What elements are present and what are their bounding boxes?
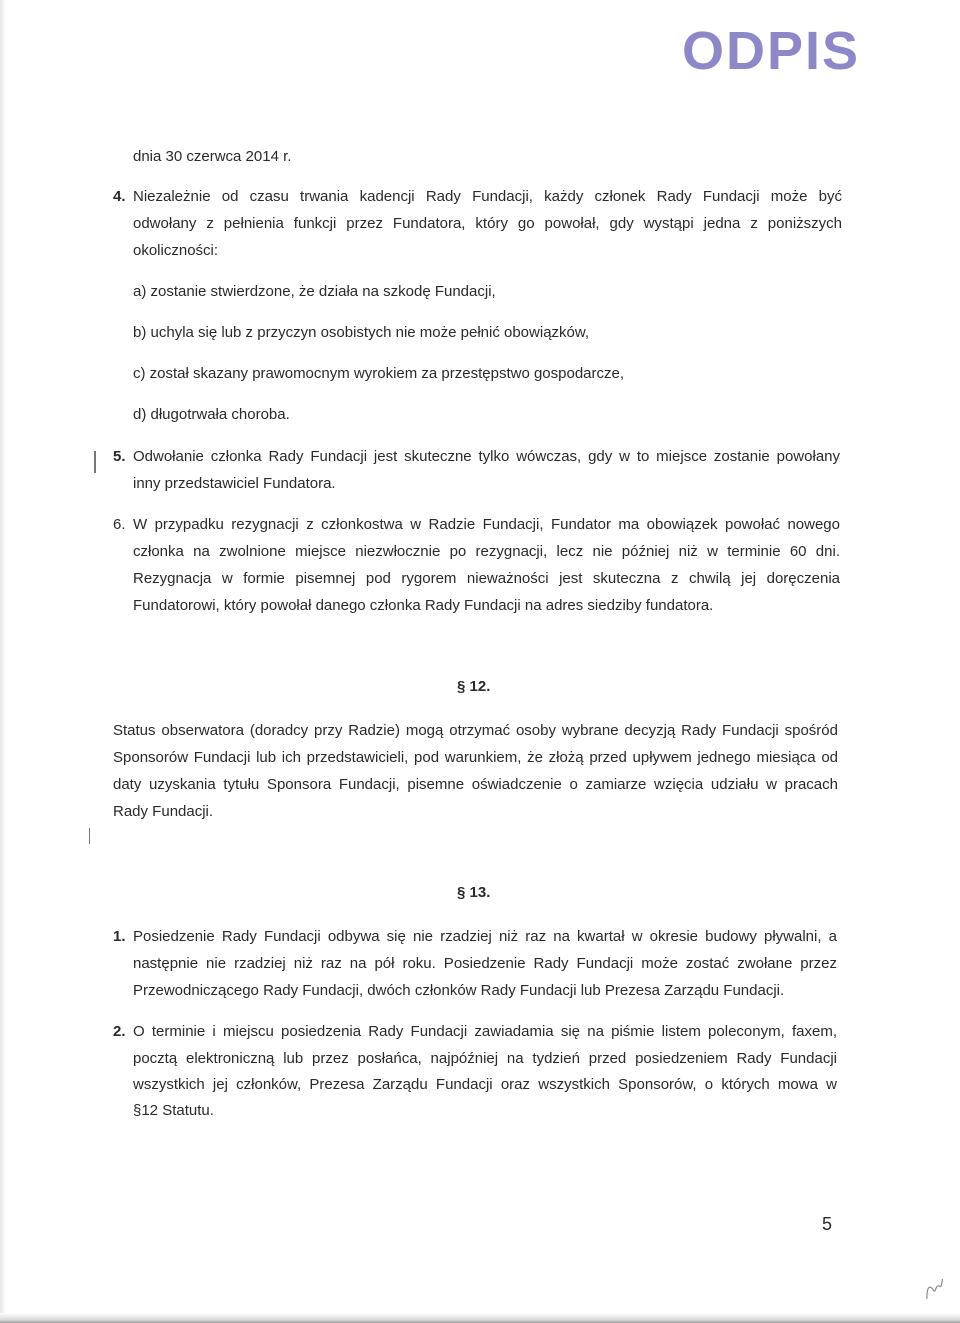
item-6-line-4: Fundatorowi, który powołał danego członka Rady Fundacji na adres siedziby fundatora. (133, 597, 714, 614)
section-13-item-2-line-4: §12 Statutu. (133, 1102, 214, 1119)
scan-edge-bottom (0, 1313, 960, 1323)
item-4-number: 4. (113, 188, 126, 205)
subitem-d: d) długotrwała choroba. (133, 406, 290, 423)
item-6-line-2: członka na zwolnione miejsce niezwłocznie po rezygnacji, lecz nie później niż w terminie 60 dni. (133, 543, 840, 560)
item-5-line-1: Odwołanie członka Rady Fundacji jest skuteczne tylko wówczas, gdy w to miejsce zostanie powołany (133, 448, 840, 465)
section-13-item-1-line-3: Przewodniczącego Rady Fundacji, dwóch członków Rady Fundacji lub Prezesa Zarządu Fundacji. (133, 982, 785, 999)
section-13-item-1-number: 1. (113, 928, 126, 945)
item-5-number: 5. (113, 448, 126, 465)
page-number: 5 (822, 1214, 833, 1234)
section-13-item-2-line-2: pocztą elektroniczną lub przez posłańca, najpóźniej na tydzień przed posiedzeniem Rady Fundacji (133, 1050, 837, 1067)
odpis-stamp: ODPIS (682, 21, 861, 81)
section-12-line-3: daty uzyskania tytułu Sponsora Fundacji, pisemne oświadczenie o zamiarze wzięcia udziału w pracach (113, 776, 838, 793)
subitem-b: b) uchyla się lub z przyczyn osobistych nie może pełnić obowiązków, (133, 324, 590, 341)
item-6-line-3: Rezygnacja w formie pisemnej pod rygorem nieważności jest skuteczna z chwilą jej doręczenia (133, 570, 840, 587)
subitem-c: c) został skazany prawomocnym wyrokiem za przestępstwo gospodarcze, (133, 365, 625, 382)
section-13-item-1-line-1: Posiedzenie Rady Fundacji odbywa się nie rzadziej niż raz na kwartał w okresie budowy pływalni, a (133, 928, 837, 945)
section-12-line-2: Sponsorów Fundacji lub ich przedstawicieli, pod warunkiem, że złożą przed upływem jednego miesiąca od (113, 749, 838, 766)
margin-mark (89, 828, 90, 844)
item-4-line-3: okoliczności: (133, 242, 219, 259)
section-13-item-2-number: 2. (113, 1023, 126, 1040)
scan-edge-left (0, 0, 6, 1323)
margin-mark (94, 451, 96, 473)
item-4-line-2: odwołany z pełnienia funkcji przez Fundatora, który go powołał, gdy wystąpi jedna z poniższych (133, 215, 842, 232)
section-12-line-4: Rady Fundacji. (113, 803, 214, 820)
item-6-number: 6. (113, 516, 126, 533)
handwritten-initials (918, 1273, 952, 1311)
section-12-heading: § 12. (457, 678, 491, 695)
section-13-item-2-line-1: O terminie i miejscu posiedzenia Rady Fundacji zawiadamia się na piśmie listem poleconym, faxem, (133, 1023, 837, 1040)
continuation-date: dnia 30 czerwca 2014 r. (133, 148, 292, 165)
item-6-line-1: W przypadku rezygnacji z członkostwa w Radzie Fundacji, Fundator ma obowiązek powołać nowego (133, 516, 840, 533)
initials-scribble (918, 1273, 951, 1306)
item-4-line-1: Niezależnie od czasu trwania kadencji Rady Fundacji, każdy członek Rady Fundacji może być (133, 188, 842, 205)
section-13-item-2-line-3: wszystkich jej członków, Prezesa Zarządu Fundacji oraz wszystkich Sponsorów, o których mowa w (133, 1076, 837, 1093)
section-13-heading: § 13. (457, 884, 491, 901)
section-12-line-1: Status obserwatora (doradcy przy Radzie) mogą otrzymać osoby wybrane decyzją Rady Fundacji spośród (113, 722, 838, 739)
item-5-line-2: inny przedstawiciel Fundatora. (133, 475, 336, 492)
section-13-item-1-line-2: następnie nie rzadziej niż raz na pół roku. Posiedzenie Rady Fundacji może zostać zwołane przez (133, 955, 837, 972)
subitem-a: a) zostanie stwierdzone, że działa na szkodę Fundacji, (133, 283, 496, 300)
